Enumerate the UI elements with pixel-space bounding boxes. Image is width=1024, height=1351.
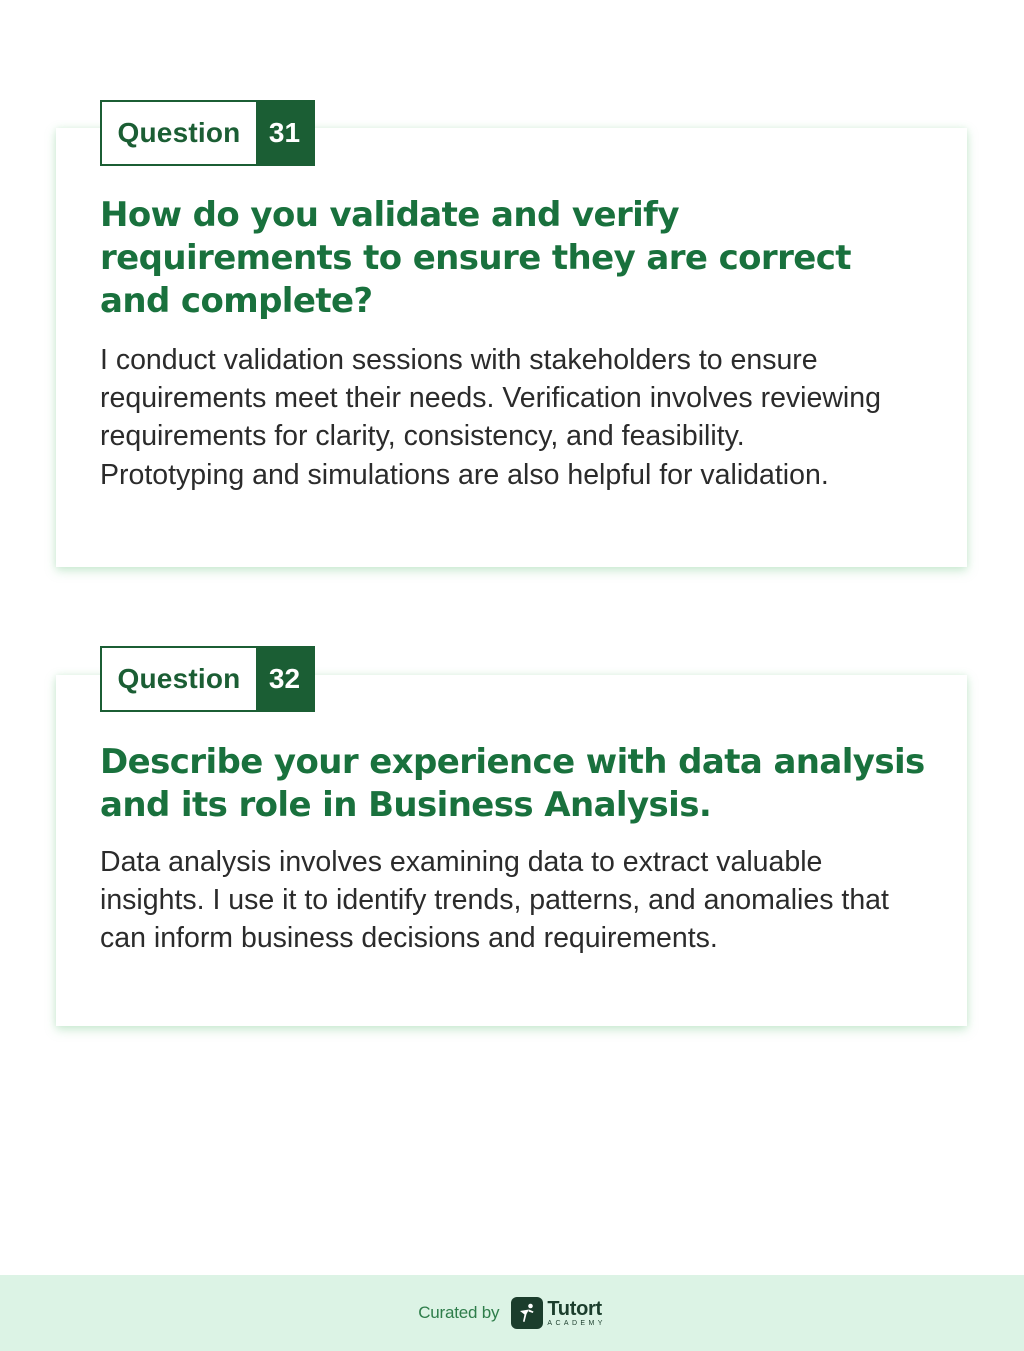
curated-by-text: Curated by [418,1303,500,1322]
brand-name: Tutort [547,1298,602,1320]
question-label: Question [117,117,241,148]
question-number: 31 [256,102,313,164]
brand-sub: ACADEMY [547,1320,606,1327]
question-title: How do you validate and verify requirements to ensure they are correct and complete? [100,195,851,321]
question-label: Question [117,663,241,694]
question-answer: Data analysis involves examining data to extract valuable insights. I use it to identify trends, patterns, and anomalies that can inform business decisions and requirements. [100,846,889,955]
footer [0,1275,1024,1351]
tutort-logo-glyph [516,1302,538,1324]
question-badge-32 [100,646,315,712]
question-title: Describe your experience with data analysis and its role in Business Analysis. [100,742,925,825]
question-answer: I conduct validation sessions with stakeholders to ensure requirements meet their needs. Verification involves reviewing requirements for clarity, consistency, and feasibility. Prototyping and simulations are also helpful for validation. [100,344,881,491]
question-number: 32 [256,648,313,710]
tutort-logo-text [547,1299,605,1327]
tutort-logo-icon [511,1297,543,1329]
question-badge-31 [100,100,315,166]
